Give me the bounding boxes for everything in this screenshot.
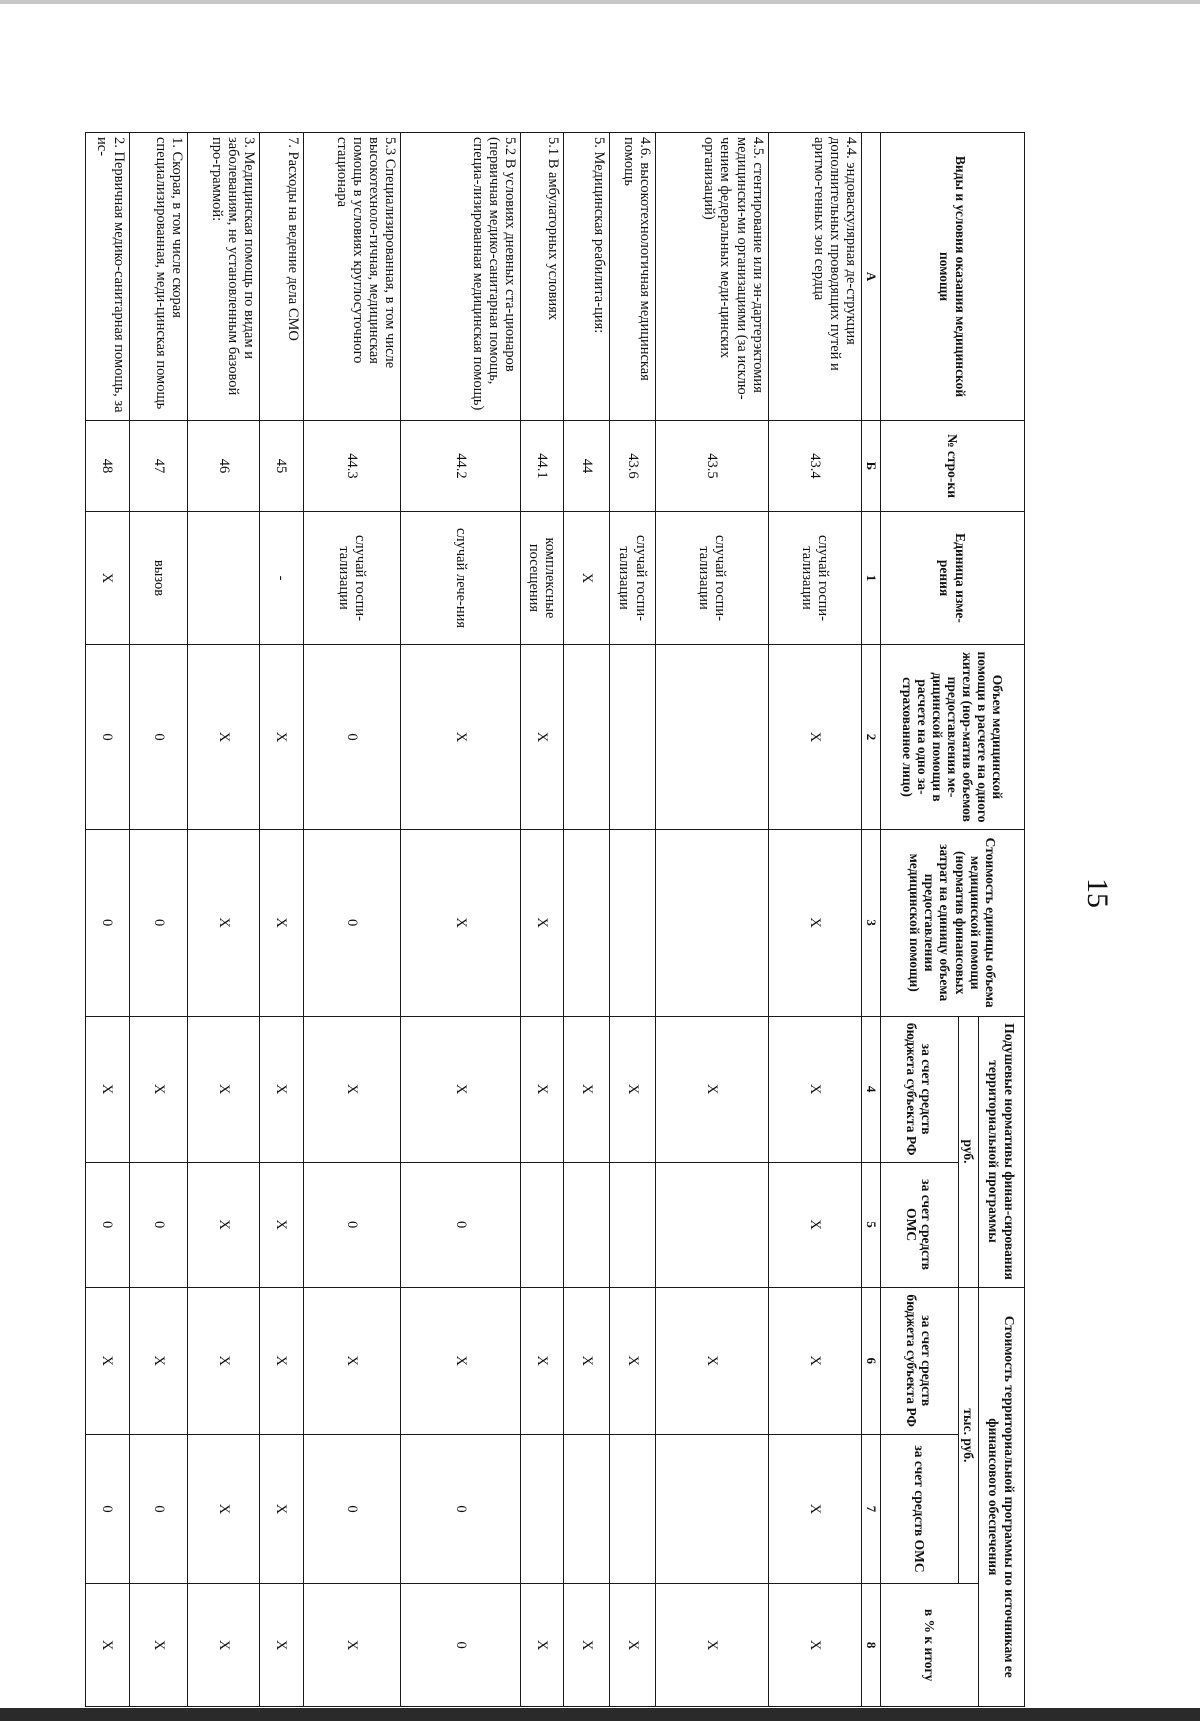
row-oms-per-capita bbox=[610, 1162, 656, 1287]
row-volume bbox=[610, 645, 656, 830]
row-unit-cost: 0 bbox=[303, 829, 401, 1016]
table-row bbox=[129, 133, 188, 1707]
scan-top-edge bbox=[0, 0, 1200, 4]
row-oms-per-capita: 0 bbox=[86, 1162, 130, 1287]
header-volume: Объем медицинской помощи в расчете на одного жителя (нор-матив объемов предоставления ме-дицинской помощи в расчете на одно за-страхованное лицо) bbox=[880, 645, 1024, 830]
row-unit-cost: 0 bbox=[129, 829, 188, 1016]
row-volume: X bbox=[521, 645, 564, 830]
row-name: 5. Медицинская реабилита-ция: bbox=[564, 133, 610, 421]
row-name: 2. Первичная медико-санитарная помощь, за ис- bbox=[86, 133, 130, 421]
row-name: 5.3 Специализированная, в том числе высокотехноло-гичная, медицинская помощь в условиях круглосуточного стационара bbox=[303, 133, 401, 421]
row-number: 45 bbox=[260, 421, 303, 512]
header-unit: Единица изме-рения bbox=[880, 511, 1024, 644]
header-thousand-rub-unit: тыс. руб. bbox=[958, 1287, 978, 1584]
row-percent: X bbox=[303, 1584, 401, 1707]
row-name: 4.4. эндоваскулярная де-струкция дополнительных проводящих путей и аритмо-генных зон сердца bbox=[768, 133, 862, 421]
table-row bbox=[86, 133, 130, 1707]
index-cell: А bbox=[862, 133, 880, 421]
row-unit: X bbox=[86, 511, 130, 644]
row-oms-per-capita: X bbox=[188, 1162, 260, 1287]
row-oms-cost: X bbox=[768, 1434, 862, 1583]
row-number: 44 bbox=[564, 421, 610, 512]
row-unit-cost: X bbox=[768, 829, 862, 1016]
row-name: 3. Медицинская помощь по видам и заболеваниям, не установленным базовой про-граммой: bbox=[188, 133, 260, 421]
row-oms-per-capita bbox=[655, 1162, 768, 1287]
row-oms-cost: 0 bbox=[303, 1434, 401, 1583]
row-volume: 0 bbox=[303, 645, 401, 830]
row-volume bbox=[655, 645, 768, 830]
row-unit: случай госпи-тализации bbox=[610, 511, 656, 644]
row-volume: X bbox=[401, 645, 521, 830]
row-number: 48 bbox=[86, 421, 130, 512]
row-budget-per-capita: X bbox=[86, 1016, 130, 1162]
row-budget-per-capita: X bbox=[303, 1016, 401, 1162]
row-percent: 0 bbox=[401, 1584, 521, 1707]
table-row bbox=[768, 133, 862, 1707]
row-unit-cost: X bbox=[521, 829, 564, 1016]
row-volume: 0 bbox=[86, 645, 130, 830]
row-budget-per-capita: X bbox=[610, 1016, 656, 1162]
header-oms-cost: за счет средств ОМС bbox=[880, 1434, 958, 1583]
table-row bbox=[655, 133, 768, 1707]
row-name: 1. Скорая, в том числе скорая специализированная, меди-цинская помощь bbox=[129, 133, 188, 421]
financing-table bbox=[85, 132, 1025, 1707]
header-unit-cost: Стоимость единицы объема медицинской помощи (норматив финансовых затрат на единицу объема предоставления медицинской помощи) bbox=[880, 829, 1024, 1016]
index-cell: 1 bbox=[862, 511, 880, 644]
row-name: 4.5. стентирование или эн-дартерэктомия медицински-ми организациями (за исклю-чением федеральных меди-цинских организаций) bbox=[655, 133, 768, 421]
row-percent: X bbox=[768, 1584, 862, 1707]
row-budget-per-capita: X bbox=[768, 1016, 862, 1162]
row-unit-cost: X bbox=[260, 829, 303, 1016]
scan-bottom-edge bbox=[0, 1708, 1200, 1721]
row-unit: случай госпи-тализации bbox=[303, 511, 401, 644]
row-oms-cost: X bbox=[260, 1434, 303, 1583]
row-oms-cost bbox=[521, 1434, 564, 1583]
table-row bbox=[610, 133, 656, 1707]
row-unit-cost: X bbox=[188, 829, 260, 1016]
row-unit: случай госпи-тализации bbox=[768, 511, 862, 644]
row-name: 4.6. высокотехнологичная медицинская помощь bbox=[610, 133, 656, 421]
header-row-number: № стро-ки bbox=[880, 421, 1024, 512]
row-number: 46 bbox=[188, 421, 260, 512]
row-unit: случай лече-ния bbox=[401, 511, 521, 644]
row-percent: X bbox=[564, 1584, 610, 1707]
row-unit-cost: 0 bbox=[86, 829, 130, 1016]
row-budget-cost: X bbox=[655, 1287, 768, 1434]
row-oms-per-capita: 0 bbox=[303, 1162, 401, 1287]
table-row bbox=[564, 133, 610, 1707]
row-percent: X bbox=[521, 1584, 564, 1707]
row-oms-cost: 0 bbox=[86, 1434, 130, 1583]
row-number: 44.3 bbox=[303, 421, 401, 512]
row-name: 7. Расходы на ведение дела СМО bbox=[260, 133, 303, 421]
index-cell: 6 bbox=[862, 1287, 880, 1434]
row-budget-per-capita: X bbox=[521, 1016, 564, 1162]
row-number: 44.2 bbox=[401, 421, 521, 512]
table-row bbox=[521, 133, 564, 1707]
row-oms-per-capita bbox=[521, 1162, 564, 1287]
table-row bbox=[260, 133, 303, 1707]
row-unit: - bbox=[260, 511, 303, 644]
index-cell: 8 bbox=[862, 1584, 880, 1707]
rotated-table-container bbox=[85, 132, 1025, 1707]
header-rub-unit: руб. bbox=[958, 1016, 978, 1287]
row-number: 47 bbox=[129, 421, 188, 512]
row-number: 43.4 bbox=[768, 421, 862, 512]
row-percent: X bbox=[260, 1584, 303, 1707]
row-oms-cost: 0 bbox=[129, 1434, 188, 1583]
row-volume: 0 bbox=[129, 645, 188, 830]
row-budget-per-capita: X bbox=[129, 1016, 188, 1162]
row-budget-cost: X bbox=[401, 1287, 521, 1434]
page-number: 15 bbox=[1081, 878, 1114, 908]
row-budget-cost: X bbox=[86, 1287, 130, 1434]
row-percent: X bbox=[655, 1584, 768, 1707]
row-volume bbox=[564, 645, 610, 830]
index-cell: 5 bbox=[862, 1162, 880, 1287]
index-cell: 3 bbox=[862, 829, 880, 1016]
header-oms-per-capita: за счет средств ОМС bbox=[880, 1162, 958, 1287]
row-budget-cost: X bbox=[303, 1287, 401, 1434]
row-oms-cost: 0 bbox=[401, 1434, 521, 1583]
row-volume: X bbox=[768, 645, 862, 830]
row-budget-cost: X bbox=[768, 1287, 862, 1434]
row-budget-cost: X bbox=[188, 1287, 260, 1434]
row-unit bbox=[188, 511, 260, 644]
row-percent: X bbox=[86, 1584, 130, 1707]
table-row bbox=[188, 133, 260, 1707]
table-row bbox=[401, 133, 521, 1707]
row-number: 44.1 bbox=[521, 421, 564, 512]
row-unit: X bbox=[564, 511, 610, 644]
row-percent: X bbox=[129, 1584, 188, 1707]
row-unit: случай госпи-тализации bbox=[655, 511, 768, 644]
header-program-cost-group: Стоимость территориальной программы по источникам ее финансового обеспечения bbox=[979, 1287, 1025, 1706]
header-services: Виды и условия оказания медицинской помощи bbox=[880, 133, 1024, 421]
header-budget-per-capita: за счет средств бюджета субъекта РФ bbox=[880, 1016, 958, 1162]
row-oms-per-capita: 0 bbox=[401, 1162, 521, 1287]
row-budget-cost: X bbox=[564, 1287, 610, 1434]
row-unit-cost bbox=[564, 829, 610, 1016]
row-budget-per-capita: X bbox=[188, 1016, 260, 1162]
row-unit-cost: X bbox=[401, 829, 521, 1016]
header-per-capita-group: Подушевые нормативы финан-сирования территориальной программы bbox=[979, 1016, 1025, 1287]
index-cell: 7 bbox=[862, 1434, 880, 1583]
row-oms-per-capita: 0 bbox=[129, 1162, 188, 1287]
row-number: 43.6 bbox=[610, 421, 656, 512]
row-budget-per-capita: X bbox=[564, 1016, 610, 1162]
row-budget-cost: X bbox=[521, 1287, 564, 1434]
row-unit-cost bbox=[655, 829, 768, 1016]
row-oms-per-capita bbox=[564, 1162, 610, 1287]
row-oms-cost bbox=[610, 1434, 656, 1583]
row-number: 43.5 bbox=[655, 421, 768, 512]
row-name: 5.1 В амбулаторных условиях bbox=[521, 133, 564, 421]
row-budget-per-capita: X bbox=[260, 1016, 303, 1162]
row-oms-per-capita: X bbox=[768, 1162, 862, 1287]
row-budget-per-capita: X bbox=[401, 1016, 521, 1162]
table-row bbox=[303, 133, 401, 1707]
index-cell: 2 bbox=[862, 645, 880, 830]
row-oms-cost bbox=[655, 1434, 768, 1583]
row-name: 5.2 В условиях дневных ста-ционаров (первичная медико-санитарная помощь, специа-лизированная медицинская помощь) bbox=[401, 133, 521, 421]
index-cell: 4 bbox=[862, 1016, 880, 1162]
row-unit-cost bbox=[610, 829, 656, 1016]
row-percent: X bbox=[188, 1584, 260, 1707]
index-cell: Б bbox=[862, 421, 880, 512]
row-volume: X bbox=[188, 645, 260, 830]
row-unit: вызов bbox=[129, 511, 188, 644]
header-percent-total: в % к итогу bbox=[880, 1584, 978, 1707]
row-budget-per-capita: X bbox=[655, 1016, 768, 1162]
row-budget-cost: X bbox=[610, 1287, 656, 1434]
row-budget-cost: X bbox=[260, 1287, 303, 1434]
row-volume: X bbox=[260, 645, 303, 830]
row-oms-cost bbox=[564, 1434, 610, 1583]
row-unit: комплексные посещения bbox=[521, 511, 564, 644]
column-index-row bbox=[862, 133, 880, 1707]
row-oms-cost: X bbox=[188, 1434, 260, 1583]
row-oms-per-capita: X bbox=[260, 1162, 303, 1287]
row-percent: X bbox=[610, 1584, 656, 1707]
row-budget-cost: X bbox=[129, 1287, 188, 1434]
header-budget-cost: за счет средств бюджета субъекта РФ bbox=[880, 1287, 958, 1434]
